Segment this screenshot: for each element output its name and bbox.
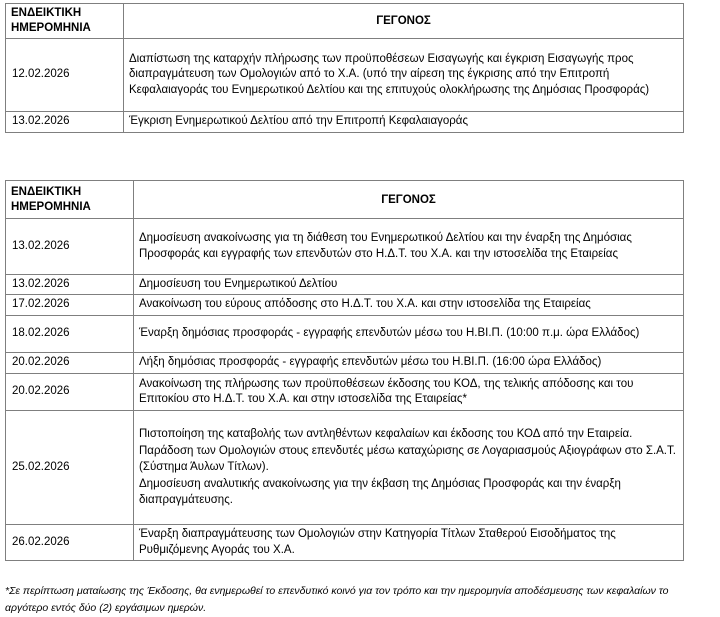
event-text: Ανακοίνωση της πλήρωσης των προϋποθέσεων έκδοσης του ΚΟΔ, της τελικής απόδοσης και του Επιτοκίου στο Η.Δ.Τ. του Χ.Α. και στην ιστοσελίδα της Εταιρείας* <box>139 377 634 405</box>
event-text: Έναρξη δημόσιας προσφοράς - εγγραφής επενδυτών μέσω του Η.ΒΙ.Π. (10:00 π.μ. ώρα Ελλάδος) <box>139 327 640 340</box>
row-date: 20.02.2026 <box>6 374 134 411</box>
row-event <box>134 219 684 275</box>
row-event <box>124 112 684 133</box>
row-event <box>134 525 684 561</box>
event-text: Πιστοποίηση της καταβολής των αντληθέντων κεφαλαίων και έκδοσης του ΚΟΔ από την Εταιρεία. <box>139 427 633 440</box>
row-event <box>134 374 684 411</box>
row-event <box>134 411 684 525</box>
event-text: Διαπίστωση της καταρχήν πλήρωσης των προϋποθέσεων Εισαγωγής και έγκριση Εισαγωγής προς διαπραγμάτευση των Ομολογιών από το Χ.Α. (υπό την αίρεση της έγκρισης από την Επιτροπή Κεφαλαιαγοράς του Ενημερωτικού Δελτίου και της επιτυχούς ολοκλήρωσης της Δημόσιας Προσφοράς) <box>129 52 650 96</box>
table-row <box>6 353 684 374</box>
column-header-date: ΕΝΔΕΙΚΤΙΚΗ ΗΜΕΡΟΜΗΝΙΑ <box>6 181 134 219</box>
event-text: Δημοσίευση αναλυτικής ανακοίνωσης για την έκβαση της Δημόσιας Προσφοράς και την έναρξη διαπραγμάτευσης. <box>139 478 621 506</box>
event-text: Λήξη δημόσιας προσφοράς - εγγραφής επενδυτών μέσω του Η.ΒΙ.Π. (16:00 ώρα Ελλάδος) <box>139 356 602 369</box>
row-date: 13.02.2026 <box>6 275 134 295</box>
row-date: 26.02.2026 <box>6 525 134 561</box>
table-row <box>6 295 684 316</box>
column-header-event: ΓΕΓΟΝΟΣ <box>134 181 684 219</box>
event-text: Δημοσίευση ανακοίνωσης για τη διάθεση του Ενημερωτικού Δελτίου και την έναρξη της Δημόσιας Προσφοράς και εγγραφής των επενδυτών στο Η.Δ.Τ. του Χ.Α. και την ιστοσελίδα της Εταιρείας <box>139 232 632 260</box>
event-text: Έναρξη διαπραγμάτευσης των Ομολογιών στην Κατηγορία Τίτλων Σταθερού Εισοδήματος της Ρυθμιζόμενης Αγοράς του Χ.Α. <box>139 528 616 556</box>
event-text: Έγκριση Ενημερωτικού Δελτίου από την Επιτροπή Κεφαλαιαγοράς <box>129 115 468 128</box>
column-header-event: ΓΕΓΟΝΟΣ <box>124 4 684 39</box>
row-date: 12.02.2026 <box>6 39 124 112</box>
row-event <box>124 39 684 112</box>
row-date: 20.02.2026 <box>6 353 134 374</box>
column-header-date: ΕΝΔΕΙΚΤΙΚΗ ΗΜΕΡΟΜΗΝΙΑ <box>6 4 124 39</box>
event-text: Δημοσίευση του Ενημερωτικού Δελτίου <box>139 277 338 290</box>
row-date: 25.02.2026 <box>6 411 134 525</box>
table-row <box>6 525 684 561</box>
footnote: *Σε περίπτωση ματαίωσης της Έκδοσης, θα ενημερωθεί το επενδυτικό κοινό για τον τρόπο και την ημερομηνία αποδέσμευσης των κεφαλαίων το αργότερο εντός δύο (2) εργάσιμων ημερών. <box>5 585 669 614</box>
row-date: 17.02.2026 <box>6 295 134 316</box>
table-row <box>6 219 684 275</box>
event-text: Ανακοίνωση του εύρους απόδοσης στο Η.Δ.Τ. του Χ.Α. και στην ιστοσελίδα της Εταιρείας <box>139 298 591 311</box>
row-event <box>134 353 684 374</box>
row-date: 13.02.2026 <box>6 219 134 275</box>
row-event <box>134 275 684 295</box>
row-event <box>134 316 684 353</box>
event-text: Παράδοση των Ομολογιών στους επενδυτές μέσω καταχώρισης σε Λογαριασμούς Αξιογράφων στο Σ.Α.Τ. (Σύστημα Άυλων Τίτλων). <box>139 445 676 473</box>
row-event <box>134 295 684 316</box>
table-header-row <box>6 4 684 39</box>
timetable-approval <box>5 3 684 133</box>
row-date: 18.02.2026 <box>6 316 134 353</box>
table-row <box>6 411 684 525</box>
table-row <box>6 39 684 112</box>
row-date: 13.02.2026 <box>6 112 124 133</box>
table-row <box>6 112 684 133</box>
timetable-public-offering <box>5 180 684 561</box>
table-row <box>6 275 684 295</box>
table-row <box>6 374 684 411</box>
table-row <box>6 316 684 353</box>
table-header-row <box>6 181 684 219</box>
